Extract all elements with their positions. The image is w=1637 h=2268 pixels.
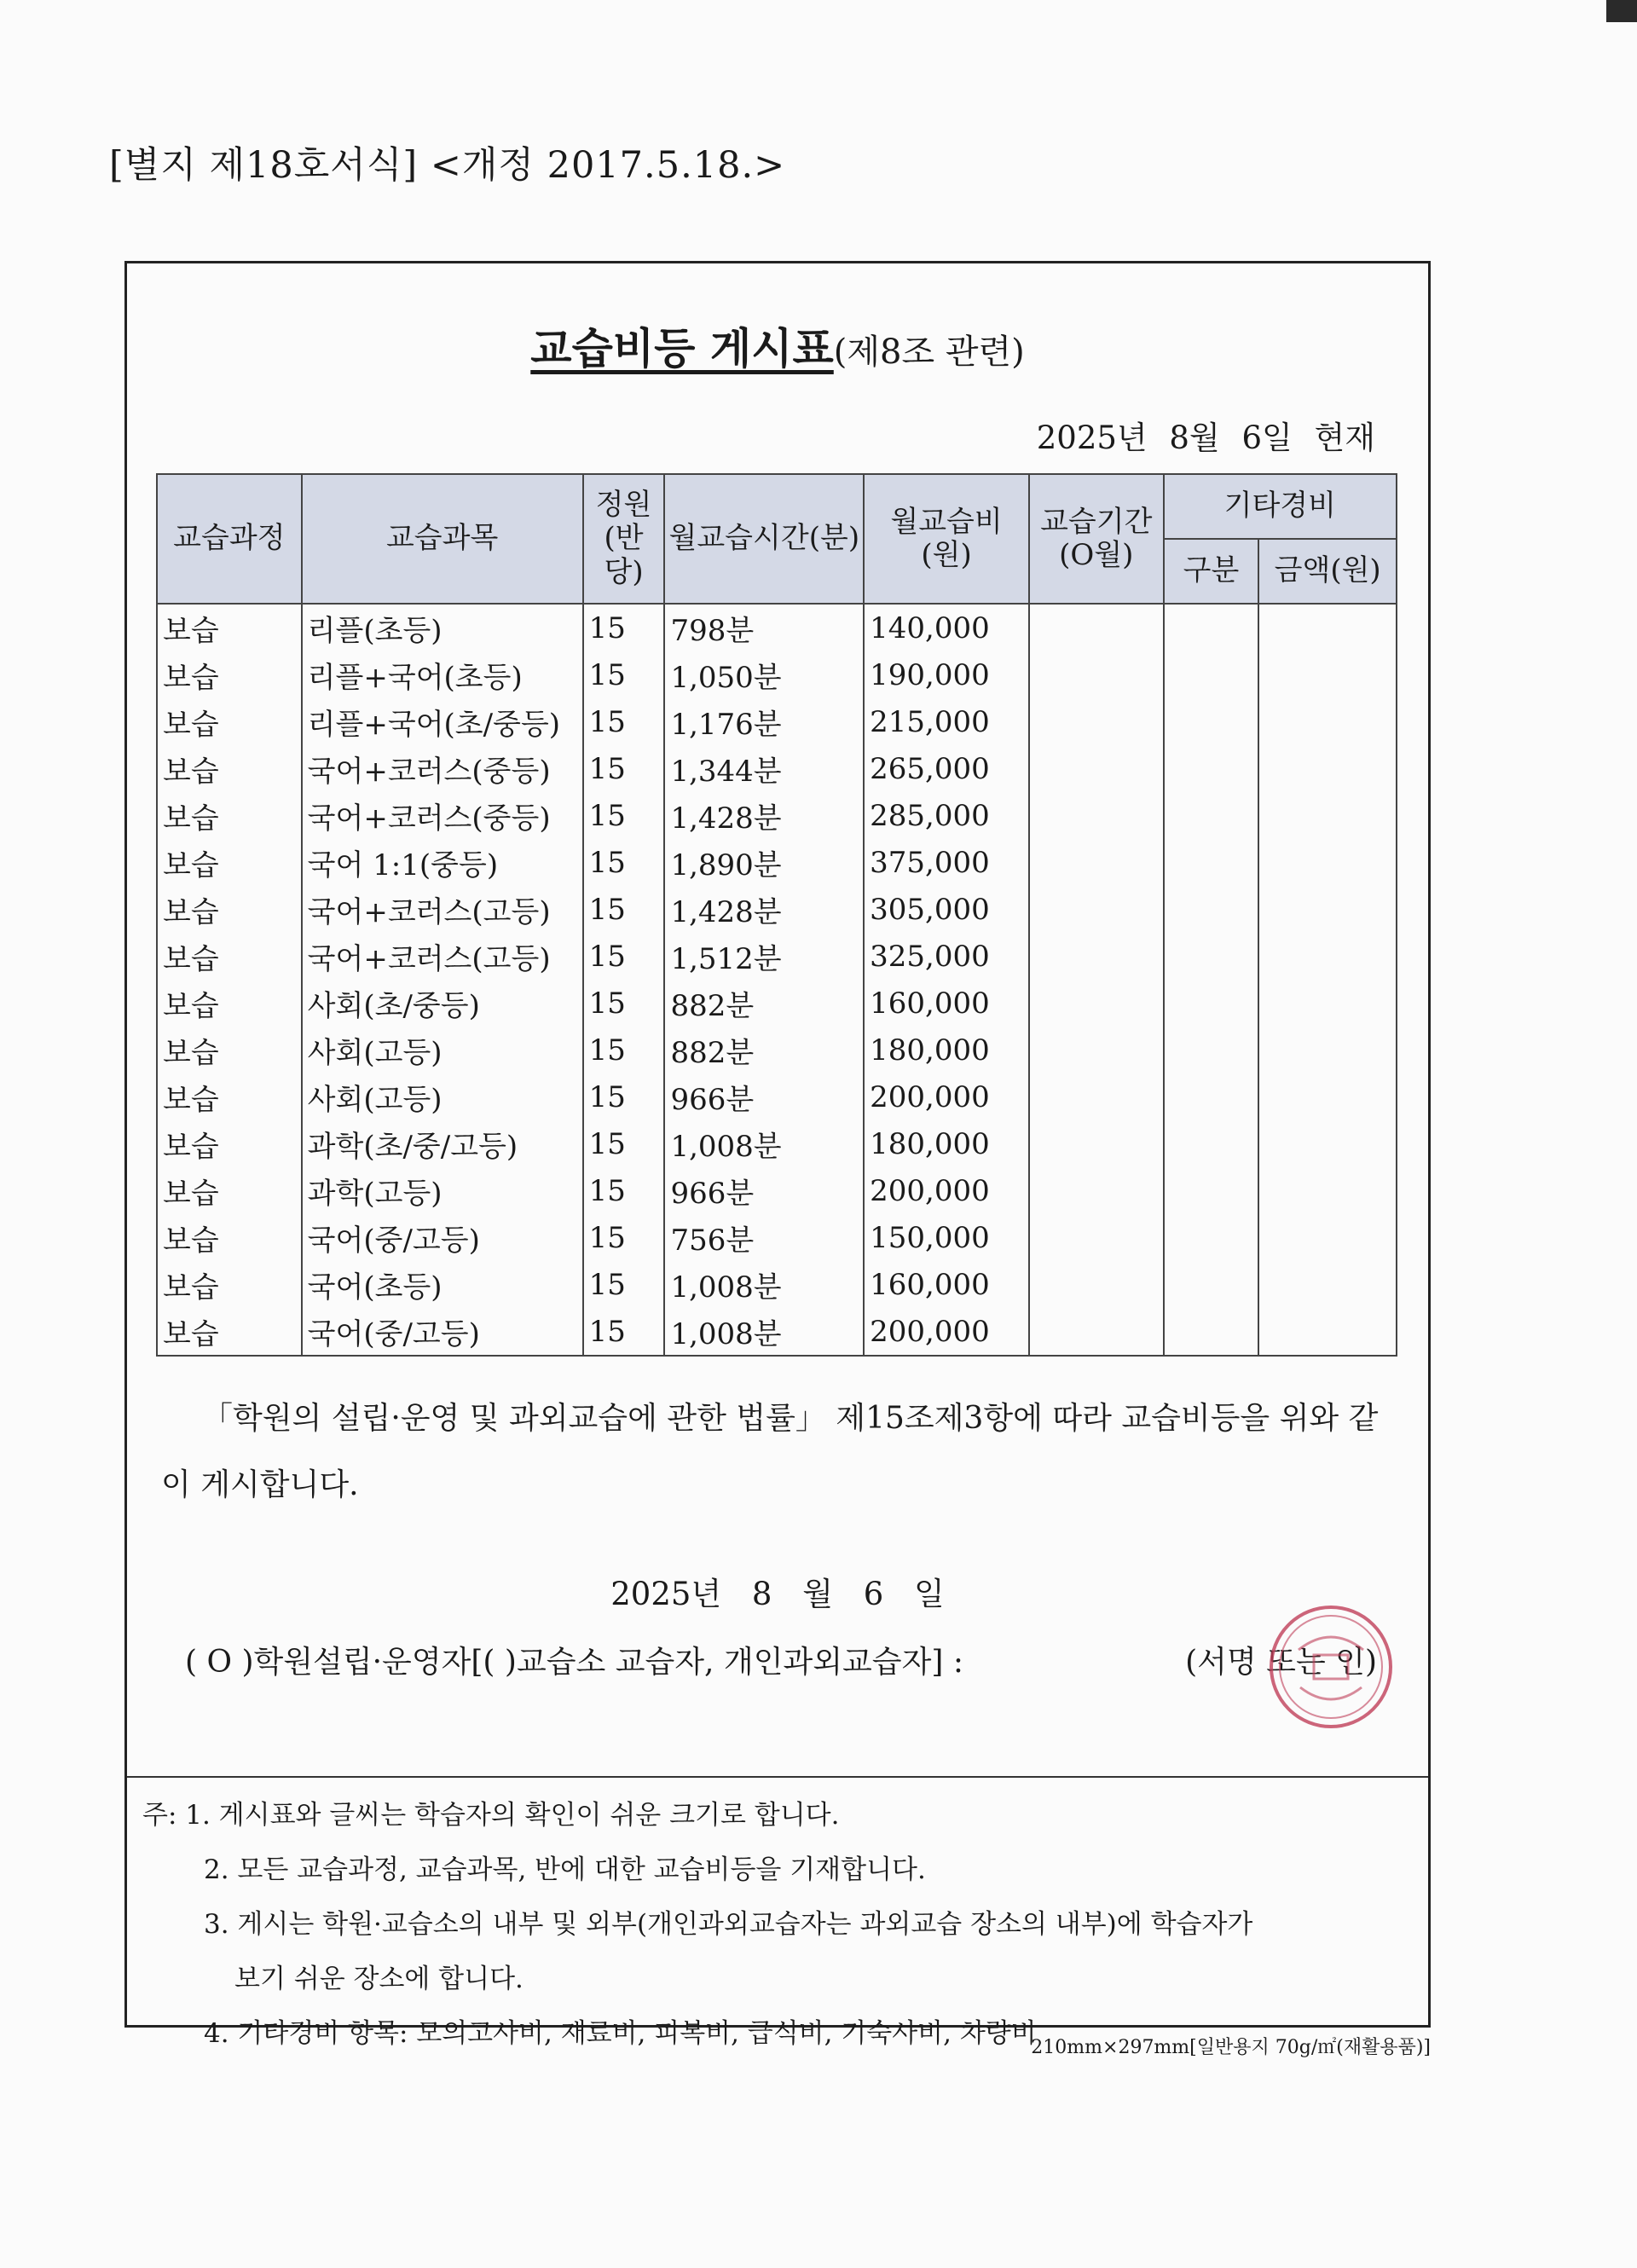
table-row xyxy=(157,886,1397,933)
period-cell xyxy=(1029,1027,1164,1073)
capacity-cell: 15 xyxy=(583,698,665,745)
capacity-cell: 15 xyxy=(583,1073,665,1120)
subject-cell: 리플(초등) xyxy=(302,604,583,651)
hours-cell: 1,890분 xyxy=(664,839,864,886)
header-period: 교습기간(O월) xyxy=(1029,474,1164,604)
hours-cell: 1,050분 xyxy=(664,651,864,698)
other-category-cell xyxy=(1164,1214,1259,1261)
table-row xyxy=(157,604,1397,651)
other-category-cell xyxy=(1164,839,1259,886)
other-amount-cell xyxy=(1258,886,1397,933)
capacity-cell: 15 xyxy=(583,651,665,698)
fee-cell: 200,000 xyxy=(864,1308,1029,1356)
other-category-cell xyxy=(1164,886,1259,933)
fee-cell: 180,000 xyxy=(864,1027,1029,1073)
hours-cell: 1,344분 xyxy=(664,745,864,792)
header-other-amount: 금액(원) xyxy=(1258,539,1397,604)
fee-cell: 285,000 xyxy=(864,792,1029,839)
subject-cell: 국어(중/고등) xyxy=(302,1308,583,1356)
capacity-cell: 15 xyxy=(583,604,665,651)
capacity-cell: 15 xyxy=(583,1261,665,1308)
note-2: 2. 모든 교습과정, 교습과목, 반에 대한 교습비등을 기재합니다. xyxy=(204,1854,926,1885)
table-row xyxy=(157,745,1397,792)
other-category-cell xyxy=(1164,1261,1259,1308)
table-row xyxy=(157,933,1397,980)
official-seal-stamp xyxy=(1264,1599,1397,1735)
table-row xyxy=(157,1261,1397,1308)
table-row xyxy=(157,792,1397,839)
other-amount-cell xyxy=(1258,1214,1397,1261)
other-category-cell xyxy=(1164,1073,1259,1120)
hours-cell: 882분 xyxy=(664,980,864,1027)
capacity-cell: 15 xyxy=(583,745,665,792)
subject-cell: 리플+국어(초등) xyxy=(302,651,583,698)
other-category-cell xyxy=(1164,933,1259,980)
subject-cell: 국어+코러스(중등) xyxy=(302,792,583,839)
hours-cell: 1,176분 xyxy=(664,698,864,745)
course-cell: 보습 xyxy=(157,651,302,698)
other-amount-cell xyxy=(1258,933,1397,980)
capacity-cell: 15 xyxy=(583,1214,665,1261)
other-amount-cell xyxy=(1258,698,1397,745)
course-cell: 보습 xyxy=(157,1167,302,1214)
subject-cell: 국어+코러스(중등) xyxy=(302,745,583,792)
other-amount-cell xyxy=(1258,1120,1397,1167)
other-category-cell xyxy=(1164,980,1259,1027)
subject-cell: 리플+국어(초/중등) xyxy=(302,698,583,745)
other-category-cell xyxy=(1164,604,1259,651)
header-capacity: 정원(반당) xyxy=(583,474,665,604)
course-cell: 보습 xyxy=(157,886,302,933)
course-cell: 보습 xyxy=(157,933,302,980)
fee-cell: 305,000 xyxy=(864,886,1029,933)
other-category-cell xyxy=(1164,1120,1259,1167)
period-cell xyxy=(1029,1214,1164,1261)
course-cell: 보습 xyxy=(157,745,302,792)
other-category-cell xyxy=(1164,1027,1259,1073)
subject-cell: 국어+코러스(고등) xyxy=(302,886,583,933)
fee-cell: 180,000 xyxy=(864,1120,1029,1167)
period-cell xyxy=(1029,792,1164,839)
signature-suffix: (서명 또는 인) xyxy=(1185,1645,1377,1680)
signer-line: ( O )학원설립·운영자[( )교습소 교습자, 개인과외교습자] : xyxy=(185,1645,963,1680)
course-cell: 보습 xyxy=(157,792,302,839)
table-row xyxy=(157,651,1397,698)
capacity-cell: 15 xyxy=(583,1027,665,1073)
table-row xyxy=(157,1073,1397,1120)
course-cell: 보습 xyxy=(157,698,302,745)
header-monthly-hours: 월교습시간(분) xyxy=(664,474,864,604)
header-other-costs: 기타경비 xyxy=(1164,474,1397,539)
capacity-cell: 15 xyxy=(583,1120,665,1167)
fee-cell: 265,000 xyxy=(864,745,1029,792)
period-cell xyxy=(1029,886,1164,933)
other-amount-cell xyxy=(1258,1027,1397,1073)
signature-date: 2025년 8 월 6 일 xyxy=(610,1576,945,1612)
other-amount-cell xyxy=(1258,1073,1397,1120)
period-cell xyxy=(1029,933,1164,980)
other-amount-cell xyxy=(1258,839,1397,886)
course-cell: 보습 xyxy=(157,1308,302,1356)
table-row xyxy=(157,698,1397,745)
scan-edge-mark xyxy=(1606,0,1637,22)
other-category-cell xyxy=(1164,1167,1259,1214)
period-cell xyxy=(1029,604,1164,651)
fee-cell: 215,000 xyxy=(864,698,1029,745)
hours-cell: 1,428분 xyxy=(664,792,864,839)
fee-cell: 150,000 xyxy=(864,1214,1029,1261)
fee-table xyxy=(156,473,1397,1357)
hours-cell: 882분 xyxy=(664,1027,864,1073)
other-amount-cell xyxy=(1258,1261,1397,1308)
other-amount-cell xyxy=(1258,651,1397,698)
course-cell: 보습 xyxy=(157,1261,302,1308)
period-cell xyxy=(1029,839,1164,886)
period-cell xyxy=(1029,1120,1164,1167)
subject-cell: 국어(중/고등) xyxy=(302,1214,583,1261)
table-row xyxy=(157,839,1397,886)
capacity-cell: 15 xyxy=(583,980,665,1027)
other-category-cell xyxy=(1164,651,1259,698)
hours-cell: 1,428분 xyxy=(664,886,864,933)
other-amount-cell xyxy=(1258,1308,1397,1356)
period-cell xyxy=(1029,651,1164,698)
paper-size-note: 210mm×297mm[일반용지 70g/㎡(재활용품)] xyxy=(1031,2037,1431,2058)
capacity-cell: 15 xyxy=(583,1167,665,1214)
period-cell xyxy=(1029,698,1164,745)
subject-cell: 국어(초등) xyxy=(302,1261,583,1308)
hours-cell: 966분 xyxy=(664,1073,864,1120)
subject-cell: 사회(고등) xyxy=(302,1027,583,1073)
hours-cell: 798분 xyxy=(664,604,864,651)
other-category-cell xyxy=(1164,698,1259,745)
header-course: 교습과정 xyxy=(157,474,302,604)
notes-section xyxy=(127,1776,1428,2061)
subject-cell: 사회(고등) xyxy=(302,1073,583,1120)
table-row xyxy=(157,1214,1397,1261)
fee-cell: 200,000 xyxy=(864,1167,1029,1214)
note-4: 4. 기타경비 항목: 모의고사비, 재료비, 피복비, 급식비, 기숙사비, 차량비 xyxy=(204,2018,1037,2049)
subject-cell: 과학(고등) xyxy=(302,1167,583,1214)
table-row xyxy=(157,1027,1397,1073)
subject-cell: 국어+코러스(고등) xyxy=(302,933,583,980)
course-cell: 보습 xyxy=(157,839,302,886)
course-cell: 보습 xyxy=(157,1120,302,1167)
header-other-category: 구분 xyxy=(1164,539,1259,604)
hours-cell: 756분 xyxy=(664,1214,864,1261)
subject-cell: 과학(초/중/고등) xyxy=(302,1120,583,1167)
title-sub: (제8조 관련) xyxy=(833,333,1025,372)
header-monthly-fee: 월교습비(원) xyxy=(864,474,1029,604)
course-cell: 보습 xyxy=(157,980,302,1027)
hours-cell: 1,008분 xyxy=(664,1308,864,1356)
period-cell xyxy=(1029,1167,1164,1214)
capacity-cell: 15 xyxy=(583,792,665,839)
hours-cell: 1,008분 xyxy=(664,1261,864,1308)
hours-cell: 1,008분 xyxy=(664,1120,864,1167)
fee-cell: 160,000 xyxy=(864,980,1029,1027)
hours-cell: 1,512분 xyxy=(664,933,864,980)
fee-cell: 200,000 xyxy=(864,1073,1029,1120)
table-row xyxy=(157,980,1397,1027)
capacity-cell: 15 xyxy=(583,1308,665,1356)
subject-cell: 국어 1:1(중등) xyxy=(302,839,583,886)
course-cell: 보습 xyxy=(157,1073,302,1120)
table-row xyxy=(157,1308,1397,1356)
as-of-date: 2025년 8월 6일 현재 xyxy=(1036,419,1375,456)
other-category-cell xyxy=(1164,745,1259,792)
other-amount-cell xyxy=(1258,745,1397,792)
period-cell xyxy=(1029,1261,1164,1308)
other-category-cell xyxy=(1164,1308,1259,1356)
fee-cell: 140,000 xyxy=(864,604,1029,651)
other-amount-cell xyxy=(1258,792,1397,839)
form-label: [별지 제18호서식] <개정 2017.5.18.> xyxy=(109,144,786,187)
fee-table-body xyxy=(157,604,1397,1356)
other-amount-cell xyxy=(1258,980,1397,1027)
course-cell: 보습 xyxy=(157,1027,302,1073)
capacity-cell: 15 xyxy=(583,839,665,886)
title xyxy=(127,315,1428,376)
note-1: 주: 1. 게시표와 글씨는 학습자의 확인이 쉬운 크기로 합니다. xyxy=(142,1800,840,1831)
fee-cell: 190,000 xyxy=(864,651,1029,698)
period-cell xyxy=(1029,1073,1164,1120)
course-cell: 보습 xyxy=(157,1214,302,1261)
table-row xyxy=(157,1120,1397,1167)
note-3-continued: 보기 쉬운 장소에 합니다. xyxy=(234,1964,523,1994)
fee-cell: 160,000 xyxy=(864,1261,1029,1308)
subject-cell: 사회(초/중등) xyxy=(302,980,583,1027)
other-category-cell xyxy=(1164,792,1259,839)
course-cell: 보습 xyxy=(157,604,302,651)
period-cell xyxy=(1029,980,1164,1027)
header-subject: 교습과목 xyxy=(302,474,583,604)
other-amount-cell xyxy=(1258,604,1397,651)
fee-cell: 325,000 xyxy=(864,933,1029,980)
fee-cell: 375,000 xyxy=(864,839,1029,886)
period-cell xyxy=(1029,745,1164,792)
capacity-cell: 15 xyxy=(583,886,665,933)
note-3: 3. 게시는 학원·교습소의 내부 및 외부(개인과외교습자는 과외교습 장소의 내부)에 학습자가 xyxy=(204,1909,1253,1940)
hours-cell: 966분 xyxy=(664,1167,864,1214)
table-row xyxy=(157,1167,1397,1214)
legal-statement: 「학원의 설립·운영 및 과외교습에 관한 법률」 제15조제3항에 따라 교습비등을 위와 같이 게시합니다. xyxy=(161,1401,1379,1502)
other-amount-cell xyxy=(1258,1167,1397,1214)
capacity-cell: 15 xyxy=(583,933,665,980)
title-main: 교습비등 게시표 xyxy=(530,323,834,373)
period-cell xyxy=(1029,1308,1164,1356)
